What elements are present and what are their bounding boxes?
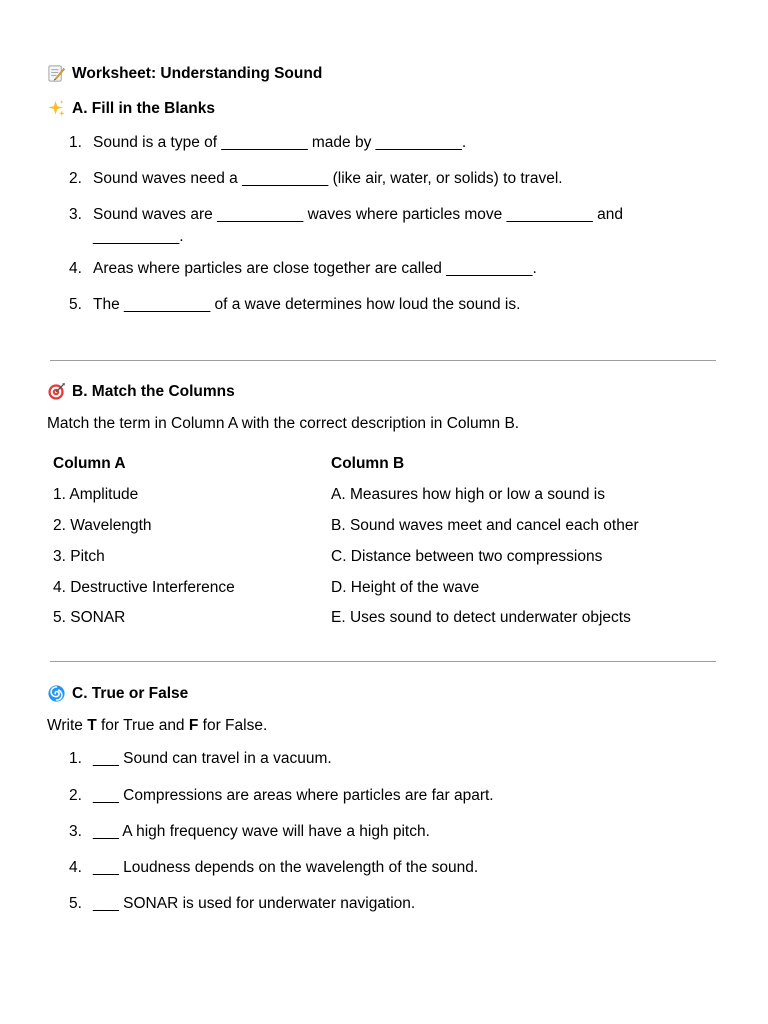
- table-row: [53, 579, 693, 597]
- item-number: 5.: [69, 895, 82, 912]
- column-a-cell: 1. Amplitude: [53, 486, 139, 503]
- title-text: Worksheet: Understanding Sound: [72, 64, 323, 82]
- item-number: 5.: [69, 296, 82, 313]
- item-number: 4.: [69, 859, 82, 876]
- list-item: [69, 748, 689, 770]
- worksheet-title: [47, 64, 322, 83]
- table-row: [53, 486, 693, 504]
- column-b-cell: E. Uses sound to detect underwater objects: [331, 609, 631, 626]
- item-text: ___ Compressions are areas where particles are far apart.: [93, 787, 494, 804]
- list-item: [69, 294, 689, 316]
- true-false-instruction: [47, 717, 267, 735]
- item-text: Sound waves need a __________ (like air, water, or solids) to travel.: [93, 170, 563, 187]
- section-divider: [50, 661, 716, 662]
- list-item: [69, 821, 689, 843]
- instruction-f: F: [188, 717, 199, 734]
- item-text: Areas where particles are close together are called __________.: [93, 260, 537, 277]
- item-number: 1.: [69, 134, 82, 151]
- item-number: 2.: [69, 787, 82, 804]
- section-divider: [50, 360, 716, 361]
- table-row: [53, 609, 693, 627]
- section-a-heading: [47, 99, 215, 118]
- list-item: [69, 132, 689, 154]
- list-item: [69, 893, 689, 915]
- table-row: [53, 548, 693, 566]
- column-b-cell: D. Height of the wave: [331, 579, 480, 596]
- item-text: ___ Sound can travel in a vacuum.: [93, 750, 332, 767]
- column-a-header: Column A: [53, 455, 126, 472]
- list-item: [69, 168, 689, 190]
- column-b-cell: A. Measures how high or low a sound is: [331, 486, 605, 503]
- list-item: [69, 258, 689, 280]
- column-b-cell: C. Distance between two compressions: [331, 548, 603, 565]
- item-number: 3.: [69, 206, 82, 223]
- item-text: Sound is a type of __________ made by __________.: [93, 134, 467, 151]
- section-b-heading: [47, 382, 235, 401]
- instruction-text: for True and: [96, 717, 189, 734]
- item-text: The __________ of a wave determines how loud the sound is.: [93, 296, 521, 313]
- column-b-header: Column B: [331, 455, 405, 472]
- item-text: ___ Loudness depends on the wavelength of the sound.: [93, 859, 479, 876]
- table-row: [53, 517, 693, 535]
- section-a-heading-text: A. Fill in the Blanks: [72, 99, 215, 117]
- target-icon: [47, 382, 66, 401]
- item-number: 3.: [69, 823, 82, 840]
- section-c-heading: [47, 684, 188, 703]
- memo-icon: [47, 64, 66, 83]
- match-instruction: Match the term in Column A with the correct description in Column B.: [47, 415, 520, 432]
- list-item: [69, 785, 689, 807]
- section-c-heading-text: C. True or False: [72, 684, 189, 702]
- column-a-cell: 5. SONAR: [53, 609, 126, 626]
- instruction-text: for False.: [198, 717, 268, 734]
- section-b-heading-text: B. Match the Columns: [72, 382, 235, 400]
- match-header-row: [53, 455, 693, 473]
- list-item: [69, 857, 689, 879]
- column-a-cell: 2. Wavelength: [53, 517, 152, 534]
- instruction-text: Write: [47, 717, 88, 734]
- item-number: 4.: [69, 260, 82, 277]
- item-number: 2.: [69, 170, 82, 187]
- column-b-cell: B. Sound waves meet and cancel each other: [331, 517, 639, 534]
- instruction-t: T: [87, 717, 97, 734]
- column-a-cell: 3. Pitch: [53, 548, 105, 565]
- cyclone-icon: [47, 684, 66, 703]
- sparkles-icon: [47, 99, 66, 118]
- item-text: Sound waves are __________ waves where particles move __________ and __________.: [93, 206, 623, 245]
- item-number: 1.: [69, 750, 82, 767]
- column-a-cell: 4. Destructive Interference: [53, 579, 235, 596]
- item-text: ___ A high frequency wave will have a high pitch.: [93, 823, 430, 840]
- item-text: ___ SONAR is used for underwater navigation.: [93, 895, 416, 912]
- list-item: [69, 204, 667, 248]
